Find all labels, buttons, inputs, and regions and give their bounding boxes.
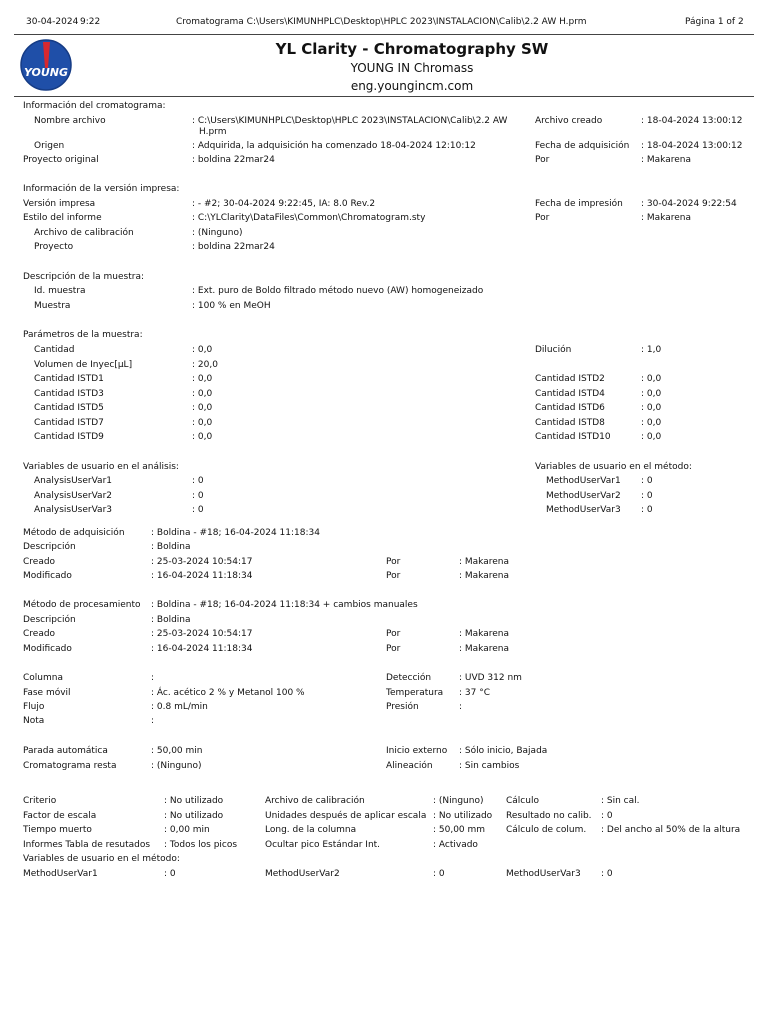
detection-value: : UVD 312 nm (459, 673, 522, 683)
version-by-label: Por (535, 213, 550, 223)
setting-label: Factor de escala (23, 811, 97, 821)
acq-created-by-value: : Makarena (459, 557, 510, 567)
param-value: : 0,0 (192, 389, 213, 399)
user-var-label: AnalysisUserVar3 (34, 505, 112, 515)
alignment-label: Alineación (386, 761, 433, 771)
proc-modified-label: Modificado (23, 644, 72, 654)
method-user-var-value: : 0 (601, 869, 613, 879)
user-var-value: : 0 (641, 505, 653, 515)
setting-value: : 50,00 mm (433, 825, 486, 835)
report-title: YL Clarity - Chromatography SW (275, 40, 549, 58)
param-value: : 20,0 (192, 360, 218, 370)
report-style-value: : C:\YLClarity\DataFiles\Common\Chromatogram.sty (192, 213, 426, 223)
user-var-value: : 0 (192, 505, 204, 515)
method-user-var-value: : 0 (164, 869, 176, 879)
sample-id-value: : Ext. puro de Boldo filtrado método nuevo (AW) homogeneizado (192, 286, 484, 296)
param-label: Dilución (535, 345, 572, 355)
origin-label: Origen (34, 141, 65, 151)
acq-modified-value: : 16-04-2024 11:18:34 (151, 571, 253, 581)
param-value: : 0,0 (192, 432, 213, 442)
acquisition-date-value: : 18-04-2024 13:00:12 (641, 141, 743, 151)
param-label: Cantidad ISTD1 (34, 374, 104, 384)
sample-value: : 100 % en MeOH (192, 301, 271, 311)
subtract-chromatogram-label: Cromatograma resta (23, 761, 117, 771)
file-created-label: Archivo creado (535, 116, 603, 126)
param-label: Cantidad ISTD8 (535, 418, 605, 428)
method-user-var-label: MethodUserVar2 (265, 869, 340, 879)
filename-value-cont: H.prm (199, 127, 227, 137)
setting-label: Criterio (23, 796, 57, 806)
report-style-label: Estilo del informe (23, 213, 102, 223)
proc-created-by-value: : Makarena (459, 629, 510, 639)
param-label: Cantidad ISTD9 (34, 432, 104, 442)
setting-value: : 0 (601, 811, 613, 821)
info-by-label: Por (535, 155, 550, 165)
pressure-label: Presión (386, 702, 419, 712)
mobile-phase-label: Fase móvil (23, 688, 71, 698)
proc-modified-by-label: Por (386, 644, 401, 654)
user-var-value: : 0 (192, 476, 204, 486)
sample-id-label: Id. muestra (34, 286, 86, 296)
section-chromatogram-info: Información del cromatograma: (23, 101, 166, 111)
logo-wordmark: YOUNG (23, 66, 69, 79)
param-label: Cantidad ISTD7 (34, 418, 104, 428)
original-project-value: : boldina 22mar24 (192, 155, 275, 165)
param-value: : 1,0 (641, 345, 662, 355)
setting-value: : Todos los picos (164, 840, 238, 850)
alignment-value: : Sin cambios (459, 761, 520, 771)
setting-value: : Activado (433, 840, 478, 850)
print-version-value: : - #2; 30-04-2024 9:22:45, IA: 8.0 Rev.2 (192, 199, 376, 209)
proc-description-label: Descripción (23, 615, 76, 625)
section-method-user-vars-bottom: Variables de usuario en el método: (23, 854, 180, 864)
user-var-value: : 0 (192, 491, 204, 501)
file-created-value: : 18-04-2024 13:00:12 (641, 116, 743, 126)
version-by-value: : Makarena (641, 213, 692, 223)
acq-created-label: Creado (23, 557, 56, 567)
setting-value: : No utilizado (164, 796, 224, 806)
setting-label: Tiempo muerto (23, 825, 92, 835)
acq-description-value: : Boldina (151, 542, 191, 552)
info-by-value: : Makarena (641, 155, 692, 165)
calibration-file-label: Archivo de calibración (34, 228, 134, 238)
user-var-label: MethodUserVar1 (546, 476, 621, 486)
mobile-phase-value: : Ác. acético 2 % y Metanol 100 % (151, 688, 305, 698)
user-var-label: MethodUserVar2 (546, 491, 621, 501)
param-label: Cantidad ISTD5 (34, 403, 104, 413)
project-value: : boldina 22mar24 (192, 242, 275, 252)
param-label: Cantidad ISTD10 (535, 432, 611, 442)
acq-modified-by-label: Por (386, 571, 401, 581)
setting-label: Informes Tabla de resutados (23, 840, 151, 850)
param-label: Cantidad ISTD6 (535, 403, 605, 413)
column-value: : (151, 673, 155, 683)
print-version-label: Versión impresa (23, 199, 96, 209)
setting-label: Archivo de calibración (265, 796, 365, 806)
method-user-var-value: : 0 (433, 869, 445, 879)
param-value: : 0,0 (641, 432, 662, 442)
param-value: : 0,0 (641, 374, 662, 384)
proc-description-value: : Boldina (151, 615, 191, 625)
section-method-user-vars: Variables de usuario en el método: (535, 462, 692, 472)
setting-label: Cálculo de colum. (506, 825, 587, 835)
param-value: : 0,0 (192, 345, 213, 355)
setting-value: : (Ninguno) (433, 796, 484, 806)
header-bottom-rule (14, 96, 754, 97)
proc-modified-by-value: : Makarena (459, 644, 510, 654)
param-value: : 0,0 (192, 403, 213, 413)
param-label: Cantidad ISTD2 (535, 374, 605, 384)
method-user-var-label: MethodUserVar3 (506, 869, 581, 879)
processing-method-label: Método de procesamiento (23, 600, 141, 610)
filename-value: : C:\Users\KIMUNHPLC\Desktop\HPLC 2023\INSTALACION\Calib\2.2 AW (192, 116, 508, 126)
acquisition-date-label: Fecha de adquisición (535, 141, 630, 151)
company-website[interactable]: eng.youngincm.com (350, 79, 474, 93)
setting-label: Unidades después de aplicar escala (265, 811, 427, 821)
setting-label: Long. de la columna (265, 825, 357, 835)
subtract-chromatogram-value: : (Ninguno) (151, 761, 202, 771)
param-label: Cantidad ISTD3 (34, 389, 104, 399)
setting-value: : Del ancho al 50% de la altura (601, 825, 741, 835)
detection-label: Detección (386, 673, 432, 683)
proc-created-value: : 25-03-2024 10:54:17 (151, 629, 253, 639)
sample-label: Muestra (34, 301, 71, 311)
print-date-value: : 30-04-2024 9:22:54 (641, 199, 737, 209)
document-path-title: Cromatograma C:\Users\KIMUNHPLC\Desktop\HPLC 2023\INSTALACION\Calib\2.2 AW H.prm (176, 17, 587, 27)
temperature-label: Temperatura (386, 688, 444, 698)
print-date: 30-04-2024 (26, 17, 79, 27)
param-label: Volumen de Inyec[µL] (34, 360, 133, 370)
original-project-label: Proyecto original (23, 155, 99, 165)
external-start-value: : Sólo inicio, Bajada (459, 746, 548, 756)
origin-value: : Adquirida, la adquisición ha comenzado 18-04-2024 12:10:12 (192, 141, 476, 151)
flow-label: Flujo (23, 702, 45, 712)
user-var-label: AnalysisUserVar2 (34, 491, 112, 501)
method-user-var-label: MethodUserVar1 (23, 869, 98, 879)
calibration-file-value: : (Ninguno) (192, 228, 243, 238)
user-var-label: MethodUserVar3 (546, 505, 621, 515)
param-value: : 0,0 (192, 374, 213, 384)
proc-created-by-label: Por (386, 629, 401, 639)
param-label: Cantidad ISTD4 (535, 389, 605, 399)
temperature-value: : 37 °C (459, 688, 490, 698)
acquisition-method-value: : Boldina - #18; 16-04-2024 11:18:34 (151, 528, 320, 538)
setting-value: : No utilizado (164, 811, 224, 821)
project-label: Proyecto (34, 242, 74, 252)
setting-label: Cálculo (506, 796, 539, 806)
acq-created-value: : 25-03-2024 10:54:17 (151, 557, 253, 567)
acquisition-method-label: Método de adquisición (23, 528, 125, 538)
auto-stop-value: : 50,00 min (151, 746, 203, 756)
auto-stop-label: Parada automática (23, 746, 108, 756)
filename-label: Nombre archivo (34, 116, 106, 126)
section-print-version: Información de la versión impresa: (23, 184, 180, 194)
setting-label: Ocultar pico Estándar Int. (265, 840, 381, 850)
company-name: YOUNG IN Chromass (350, 61, 474, 75)
page-number: Página 1 of 2 (685, 17, 744, 27)
section-sample-description: Descripción de la muestra: (23, 272, 144, 282)
user-var-label: AnalysisUserVar1 (34, 476, 112, 486)
print-time: 9:22 (80, 17, 101, 27)
processing-method-value: : Boldina - #18; 16-04-2024 11:18:34 + cambios manuales (151, 600, 418, 610)
user-var-value: : 0 (641, 491, 653, 501)
param-value: : 0,0 (641, 403, 662, 413)
param-value: : 0,0 (641, 389, 662, 399)
print-date-label: Fecha de impresión (535, 199, 623, 209)
param-value: : 0,0 (641, 418, 662, 428)
setting-value: : Sin cal. (601, 796, 640, 806)
setting-value: : No utilizado (433, 811, 493, 821)
param-value: : 0,0 (192, 418, 213, 428)
setting-label: Resultado no calib. (506, 811, 592, 821)
setting-value: : 0,00 min (164, 825, 210, 835)
acq-modified-by-value: : Makarena (459, 571, 510, 581)
acq-created-by-label: Por (386, 557, 401, 567)
proc-created-label: Creado (23, 629, 56, 639)
proc-modified-value: : 16-04-2024 11:18:34 (151, 644, 253, 654)
flow-value: : 0.8 mL/min (151, 702, 208, 712)
section-sample-parameters: Parámetros de la muestra: (23, 330, 143, 340)
user-var-value: : 0 (641, 476, 653, 486)
pressure-value: : (459, 702, 463, 712)
note-label: Nota (23, 716, 45, 726)
acq-description-label: Descripción (23, 542, 76, 552)
acq-modified-label: Modificado (23, 571, 72, 581)
external-start-label: Inicio externo (386, 746, 448, 756)
param-label: Cantidad (34, 345, 75, 355)
note-value: : (151, 716, 155, 726)
header-top-rule (14, 34, 754, 35)
section-analysis-user-vars: Variables de usuario en el análisis: (23, 462, 179, 472)
column-label: Columna (23, 673, 63, 683)
